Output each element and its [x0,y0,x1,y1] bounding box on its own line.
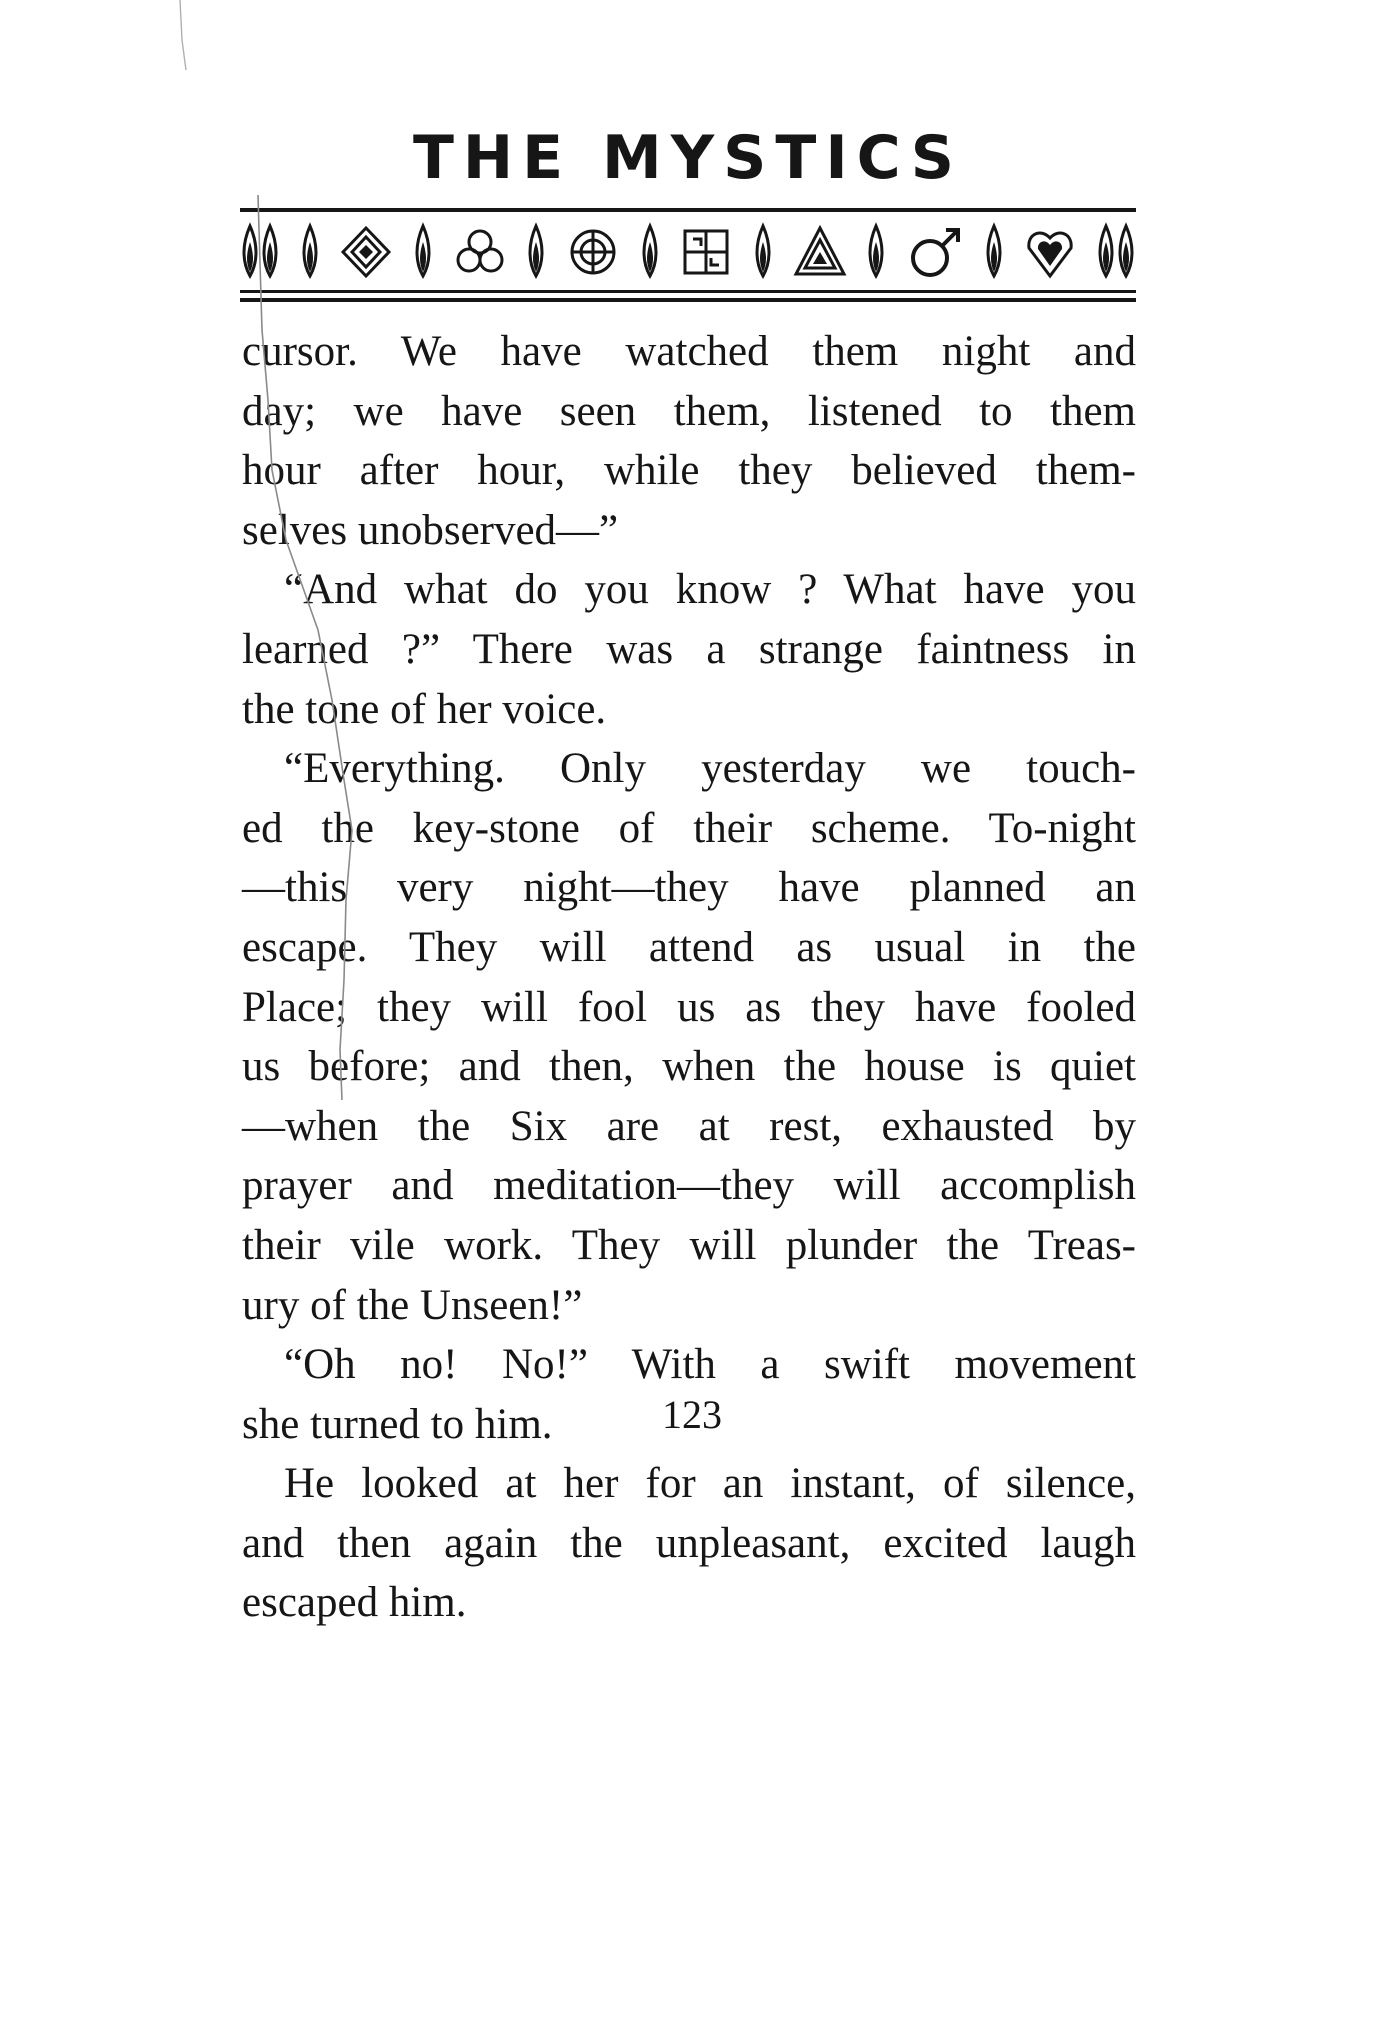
running-head: THE MYSTICS [413,123,963,193]
text-line: learned ?” There was a strange faintness in [242,625,1136,673]
text-line: ed the key-stone of their scheme. To-night [242,804,1136,852]
ornament-band [240,218,1136,286]
text-line: Place; they will fool us as they have fooled [242,983,1136,1031]
text-line: “And what do you know ? What have you [284,566,1136,614]
text-line: ury of the Unseen!” [242,1281,583,1329]
flame-pair-icon [1096,222,1136,282]
text-line: He looked at her for an instant, of silence, [284,1460,1136,1508]
diamond-icon [339,222,393,282]
text-line: —when the Six are at rest, exhausted by [242,1102,1136,1150]
text-line: their vile work. They will plunder the Treas- [242,1221,1136,1269]
text-line: day; we have seen them, listened to them [242,387,1136,435]
text-line: cursor. We have watched them night and [242,328,1136,375]
text-line: us before; and then, when the house is quiet [242,1043,1136,1091]
meander-icon [679,222,733,282]
flame-icon [983,222,1005,282]
circled-cross-icon [566,222,620,282]
text-line: “Everything. Only yesterday we touch- [284,745,1136,793]
header-rule-lower-thin [240,290,1136,293]
flame-icon [865,222,887,282]
text-line: selves unobserved—” [242,506,619,554]
text-line: she turned to him. [242,1400,553,1448]
flame-icon [412,222,434,282]
text-line: escape. They will attend as usual in the [242,923,1136,971]
page-number: 123 [662,1392,722,1437]
text-line: escaped him. [242,1579,467,1627]
flame-icon [639,222,661,282]
text-line: —this very night—they have planned an [242,864,1136,912]
heart-diamond-icon [1023,222,1077,282]
flame-icon [525,222,547,282]
text-line: and then again the unpleasant, excited laugh [242,1519,1136,1567]
text-line: prayer and meditation—they will accomplish [242,1162,1136,1210]
text-line: “Oh no! No!” With a swift movement [284,1341,1136,1389]
header-rule-top [240,208,1136,212]
mars-icon [906,222,964,282]
flame-icon [299,222,321,282]
trefoil-icon [453,222,507,282]
flame-pair-icon [240,222,280,282]
text-line: hour after hour, while they believed them- [242,447,1136,495]
triangle-icon [793,222,847,282]
flame-icon [752,222,774,282]
header-rule-lower-thick [240,298,1136,302]
text-line: the tone of her voice. [242,685,607,733]
